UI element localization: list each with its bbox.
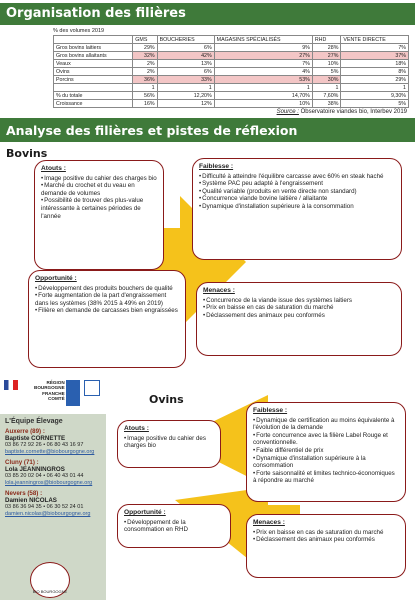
- table-cell: 16%: [133, 100, 157, 108]
- row-label: Gros bovins allaitants: [54, 52, 133, 60]
- ovins-title: Ovins: [149, 393, 184, 406]
- bullet-item: • Forte saisonnalité et limites technico-économiques à répondre au marché: [253, 470, 399, 485]
- table-header-cell: BOUCHERIES: [157, 36, 214, 44]
- table-header-cell: MAGASINS SPÉCIALISÉS: [214, 36, 312, 44]
- bullet-item: • Concurrence de la viande issue des systèmes laitiers: [203, 297, 395, 305]
- partner-logo-square: [84, 380, 100, 396]
- bullet-item: • Dynamique d'installation supérieure à la consommation: [199, 203, 395, 211]
- bullet-item: • Qualité variable (produits en vente directe non standard): [199, 188, 395, 196]
- box-heading: Opportunité :: [35, 275, 77, 282]
- bullet-item: • Filière en demande de carcasses bien engraissées: [35, 307, 179, 315]
- table-cell: 12%: [157, 100, 214, 108]
- ovins-faiblesse-box: [246, 402, 406, 502]
- bullet-item: • Système PAC peu adapté à l'engraissement: [199, 180, 395, 188]
- team-title: L'Équipe Élevage: [5, 418, 63, 425]
- box-heading: Menaces :: [203, 287, 235, 294]
- ovins-atouts-box: [117, 420, 221, 468]
- bullet-item: • Concurrence viande bovine laitière / allaitante: [199, 195, 395, 203]
- table-cell: 32%: [133, 52, 157, 60]
- region-logo-text: FRANCHE: [42, 390, 65, 396]
- section-title: Organisation des filières: [6, 6, 186, 21]
- table-cell: 1: [214, 84, 312, 92]
- ovins-opportunite-box: [117, 504, 231, 548]
- table-cell: 5%: [312, 68, 341, 76]
- table-cell: 18%: [341, 60, 409, 68]
- ovins-menaces-box: [246, 514, 406, 578]
- contact-area: Auxerre (89) :: [5, 428, 45, 435]
- bullet-item: • Forte augmentation de la part d'engraissement dans les systèmes (38% 2015 à 49% en 2019): [35, 292, 179, 307]
- contact-phone: 03 86 36 94 35 • 06 30 52 24 01: [5, 504, 84, 510]
- bullet-item: • Image positive du cahier des charges bio: [124, 435, 214, 450]
- box-heading: Faiblesse :: [253, 407, 288, 414]
- region-logo-text: COMTÉ: [48, 396, 65, 402]
- table-cell: 6%: [157, 68, 214, 76]
- row-label: % du totale: [54, 92, 133, 100]
- table-cell: 10%: [312, 60, 341, 68]
- table-cell: 7,60%: [312, 92, 341, 100]
- contact-name: Baptiste CORNETTE: [5, 435, 66, 442]
- table-caption: % des volumes 2019: [53, 28, 105, 34]
- table-cell: 56%: [133, 92, 157, 100]
- row-label: Croissance: [54, 100, 133, 108]
- table-cell: 14,70%: [214, 92, 312, 100]
- bovins-title: Bovins: [6, 147, 48, 160]
- box-heading: Atouts :: [41, 165, 66, 172]
- bovins-menaces-list: [203, 297, 395, 320]
- row-label: Gros bovins laitiers: [54, 44, 133, 52]
- table-cell: 9%: [214, 44, 312, 52]
- contact-phone: 03 85 20 02 04 • 06 40 43 01 44: [5, 473, 84, 479]
- bovins-opportunite-list: [35, 285, 179, 315]
- row-label: Porcins: [54, 76, 133, 84]
- table-cell: 7%: [214, 60, 312, 68]
- table-cell: 5%: [341, 100, 409, 108]
- partner-logos: [4, 378, 104, 412]
- bovins-menaces-box: [196, 282, 402, 356]
- contact-name: Damien NICOLAS: [5, 497, 57, 504]
- table-cell: 8%: [341, 68, 409, 76]
- table-cell: 28%: [312, 44, 341, 52]
- bovins-opportunite-box: [28, 270, 186, 368]
- bullet-item: • Marché du crochet et du veau en demande de volumes: [41, 182, 157, 197]
- bovins-faiblesse-box: [192, 158, 402, 260]
- contact-card: [5, 459, 101, 487]
- ovins-menaces-list: [253, 529, 399, 544]
- source-text: Observatoire viandes bio, Interbev 2019: [298, 109, 407, 115]
- table-cell: 13%: [157, 60, 214, 68]
- bullet-item: • Prix en baisse en cas de saturation du marché: [203, 304, 395, 312]
- bullet-item: • Prix en baisse en cas de saturation du marché: [253, 529, 399, 537]
- contact-email[interactable]: damien.nicolas@biobourgogne.org: [5, 511, 91, 517]
- table-cell: 37%: [341, 52, 409, 60]
- table-cell: 7%: [341, 44, 409, 52]
- row-label: Ovins: [54, 68, 133, 76]
- partner-logo-blue: [66, 380, 80, 406]
- table-cell: 10%: [214, 100, 312, 108]
- row-label: Veaux: [54, 60, 133, 68]
- table-cell: 36%: [133, 76, 157, 84]
- ovins-atouts-list: [124, 435, 214, 450]
- region-logo: [34, 380, 65, 402]
- table-cell: 29%: [133, 44, 157, 52]
- bullet-item: • Image positive du cahier des charges bio: [41, 175, 157, 183]
- contacts-list: [5, 428, 101, 518]
- table-header-cell: GMS: [133, 36, 157, 44]
- bullet-item: • Dynamique d'installation supérieure à la consommation: [253, 455, 399, 470]
- box-heading: Opportunité :: [124, 509, 166, 516]
- bovins-atouts-box: [34, 160, 164, 270]
- contact-card: [5, 428, 101, 456]
- box-heading: Faiblesse :: [199, 163, 234, 170]
- ovins-opportunite-list: [124, 519, 224, 534]
- table-cell: 4%: [214, 68, 312, 76]
- source-label: Source :: [276, 109, 299, 115]
- table-cell: 1: [157, 84, 214, 92]
- bullet-item: • Déclassement des animaux peu conformés: [253, 536, 399, 544]
- box-heading: Menaces :: [253, 519, 285, 526]
- table-cell: 42%: [157, 52, 214, 60]
- section-title: Analyse des filières et pistes de réflexion: [6, 123, 298, 138]
- table-cell: 1: [133, 84, 157, 92]
- box-heading: Atouts :: [124, 425, 149, 432]
- table-cell: 30%: [312, 76, 341, 84]
- bovins-atouts-list: [41, 175, 157, 221]
- table-cell: 2%: [133, 60, 157, 68]
- table-cell: 29%: [341, 76, 409, 84]
- french-republic-logo: [4, 380, 18, 390]
- ovins-faiblesse-list: [253, 417, 399, 485]
- contact-name: Lola JEANNINGROS: [5, 466, 65, 473]
- bullet-item: • Forte concurrence avec la filière Label Rouge et conventionnelle.: [253, 432, 399, 447]
- table-cell: 27%: [312, 52, 341, 60]
- table-cell: 53%: [214, 76, 312, 84]
- table-cell: 2%: [133, 68, 157, 76]
- region-logo-text: RÉGION: [46, 380, 65, 385]
- bullet-item: • Possibilité de trouver des plus-value intéressante à certaines périodes de l'année: [41, 197, 157, 220]
- bullet-item: • Dynamique de certification au moins équivalente à l'évolution de la demande: [253, 417, 399, 432]
- bio-bourgogne-badge: BIO BOURGOGNE: [30, 562, 70, 598]
- table-cell: 1: [312, 84, 341, 92]
- contact-card: [5, 490, 101, 518]
- bullet-item: • Faible différentiel de prix: [253, 447, 399, 455]
- table-header-cell: VENTE DIRECTE: [341, 36, 409, 44]
- table-cell: 27%: [214, 52, 312, 60]
- table-cell: 38%: [312, 100, 341, 108]
- bullet-item: • Déclassement des animaux peu conformés: [203, 312, 395, 320]
- bullet-item: • Développement de la consommation en RHD: [124, 519, 224, 534]
- table-header-cell: RHD: [312, 36, 341, 44]
- bullet-item: • Difficulté à atteindre l'équilibre carcasse avec 60% en steak haché: [199, 173, 395, 181]
- table-cell: 1: [341, 84, 409, 92]
- bullet-item: • Développement des produits bouchers de qualité: [35, 285, 179, 293]
- bovins-faiblesse-list: [199, 173, 395, 211]
- contact-email[interactable]: baptiste.cornette@biobourgogne.org: [5, 449, 95, 455]
- table-cell: 6%: [157, 44, 214, 52]
- contact-area: Nevers (58) :: [5, 490, 43, 497]
- region-logo-text: BOURGOGNE: [34, 385, 65, 391]
- contact-email[interactable]: lola.jeanningros@biobourgogne.org: [5, 480, 93, 486]
- table-cell: 33%: [157, 76, 214, 84]
- contact-area: Cluny (71) :: [5, 459, 39, 466]
- contact-phone: 03 86 72 92 26 • 06 80 43 16 97: [5, 442, 84, 448]
- table-cell: 12,20%: [157, 92, 214, 100]
- table-cell: 9,30%: [341, 92, 409, 100]
